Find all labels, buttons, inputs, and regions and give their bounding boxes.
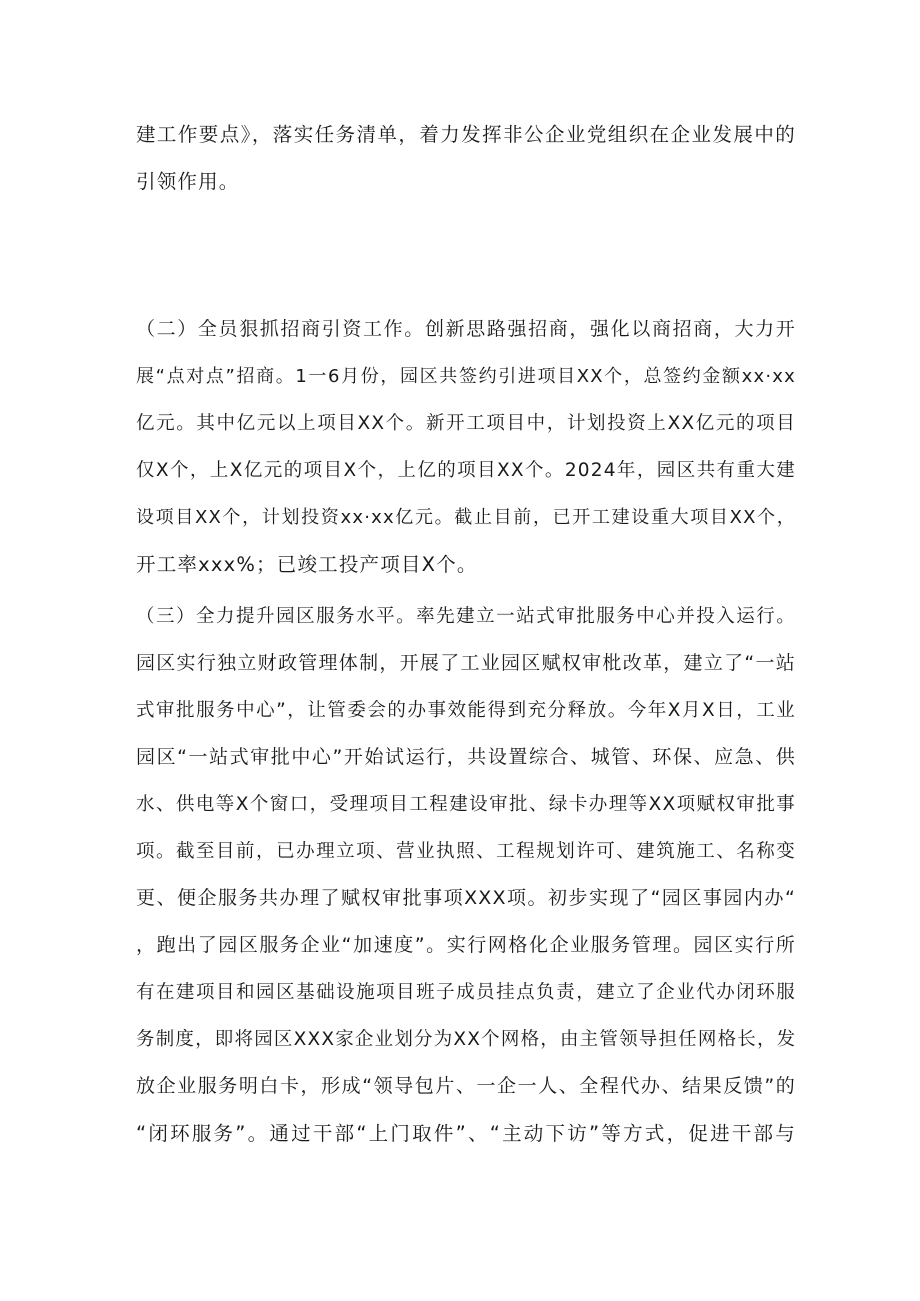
text-line: 设项目XX个，计划投资xx·xx亿元。截止目前，已开工建设重大项目XX个， (136, 507, 796, 528)
text-line: （三）全力提升园区服务水平。率先建立一站式审批服务中心并投入运行。 (136, 606, 796, 627)
text-line: 有在建项目和园区基础设施项目班子成员挂点负责，建立了企业代办闭环服 (136, 982, 796, 1003)
text-line: 引领作用。 (136, 170, 240, 193)
text-line: 务制度，即将园区XXX家企业划分为XX个网格，由主管领导担任网格长，发 (136, 1029, 796, 1050)
text-line: 建工作要点》，落实任务清单，着力发挥非公企业党组织在企业发展中的 (136, 123, 796, 146)
paragraph-party-building (136, 111, 796, 205)
text-line: 式审批服务中心”，让管委会的办事效能得到充分释放。今年X月X日，工业 (136, 700, 796, 721)
text-line: “闭环服务”。通过干部“上门取件”、“主动下访”等方式，促进干部与 (136, 1122, 796, 1145)
text-line: 亿元。其中亿元以上项目XX个。新开工项目中，计划投资上XX亿元的项目 (136, 413, 796, 434)
text-line: 展“点对点”招商。1一6月份，园区共签约引进项目XX个，总签约金额xx·xx (136, 366, 796, 387)
text-line: 水、供电等X个窗口，受理项目工程建设审批、绿卡办理等XX项赋权审批事 (136, 794, 796, 815)
text-line: 更、便企服务共办理了赋权审批事项XXX项。初步实现了“园区事园内办“ (136, 887, 796, 909)
text-line: ，跑出了园区服务企业“加速度”。实行网格化企业服务管理。园区实行所 (136, 934, 796, 956)
text-line: 园区实行独立财政管理体制，开展了工业园区赋权审枇改革，建立了“一站 (136, 652, 796, 674)
text-line: （二）全员狠抓招商引资工作。创新思路强招商，强化以商招商，大力开 (136, 318, 796, 340)
text-line: 开工率xxx%；已竣工投产项目X个。 (136, 553, 478, 576)
paragraph-investment-attraction (136, 306, 796, 588)
text-line: 园区“一站式审批中心”开始试运行，共设置综合、城管、环保、应急、供 (136, 746, 796, 768)
text-line: 放企业服务明白卡，形成“领导包片、一企一人、全程代办、结果反馈”的 (136, 1075, 796, 1097)
paragraph-park-service (136, 593, 796, 1157)
text-line: 项。截至目前，已办理立项、营业执照、工程规划许可、建筑施工、名称变 (136, 841, 796, 862)
text-line: 仅X个，上X亿元的项目X个，上亿的项目XX个。2024年，园区共有重大建 (136, 460, 796, 481)
